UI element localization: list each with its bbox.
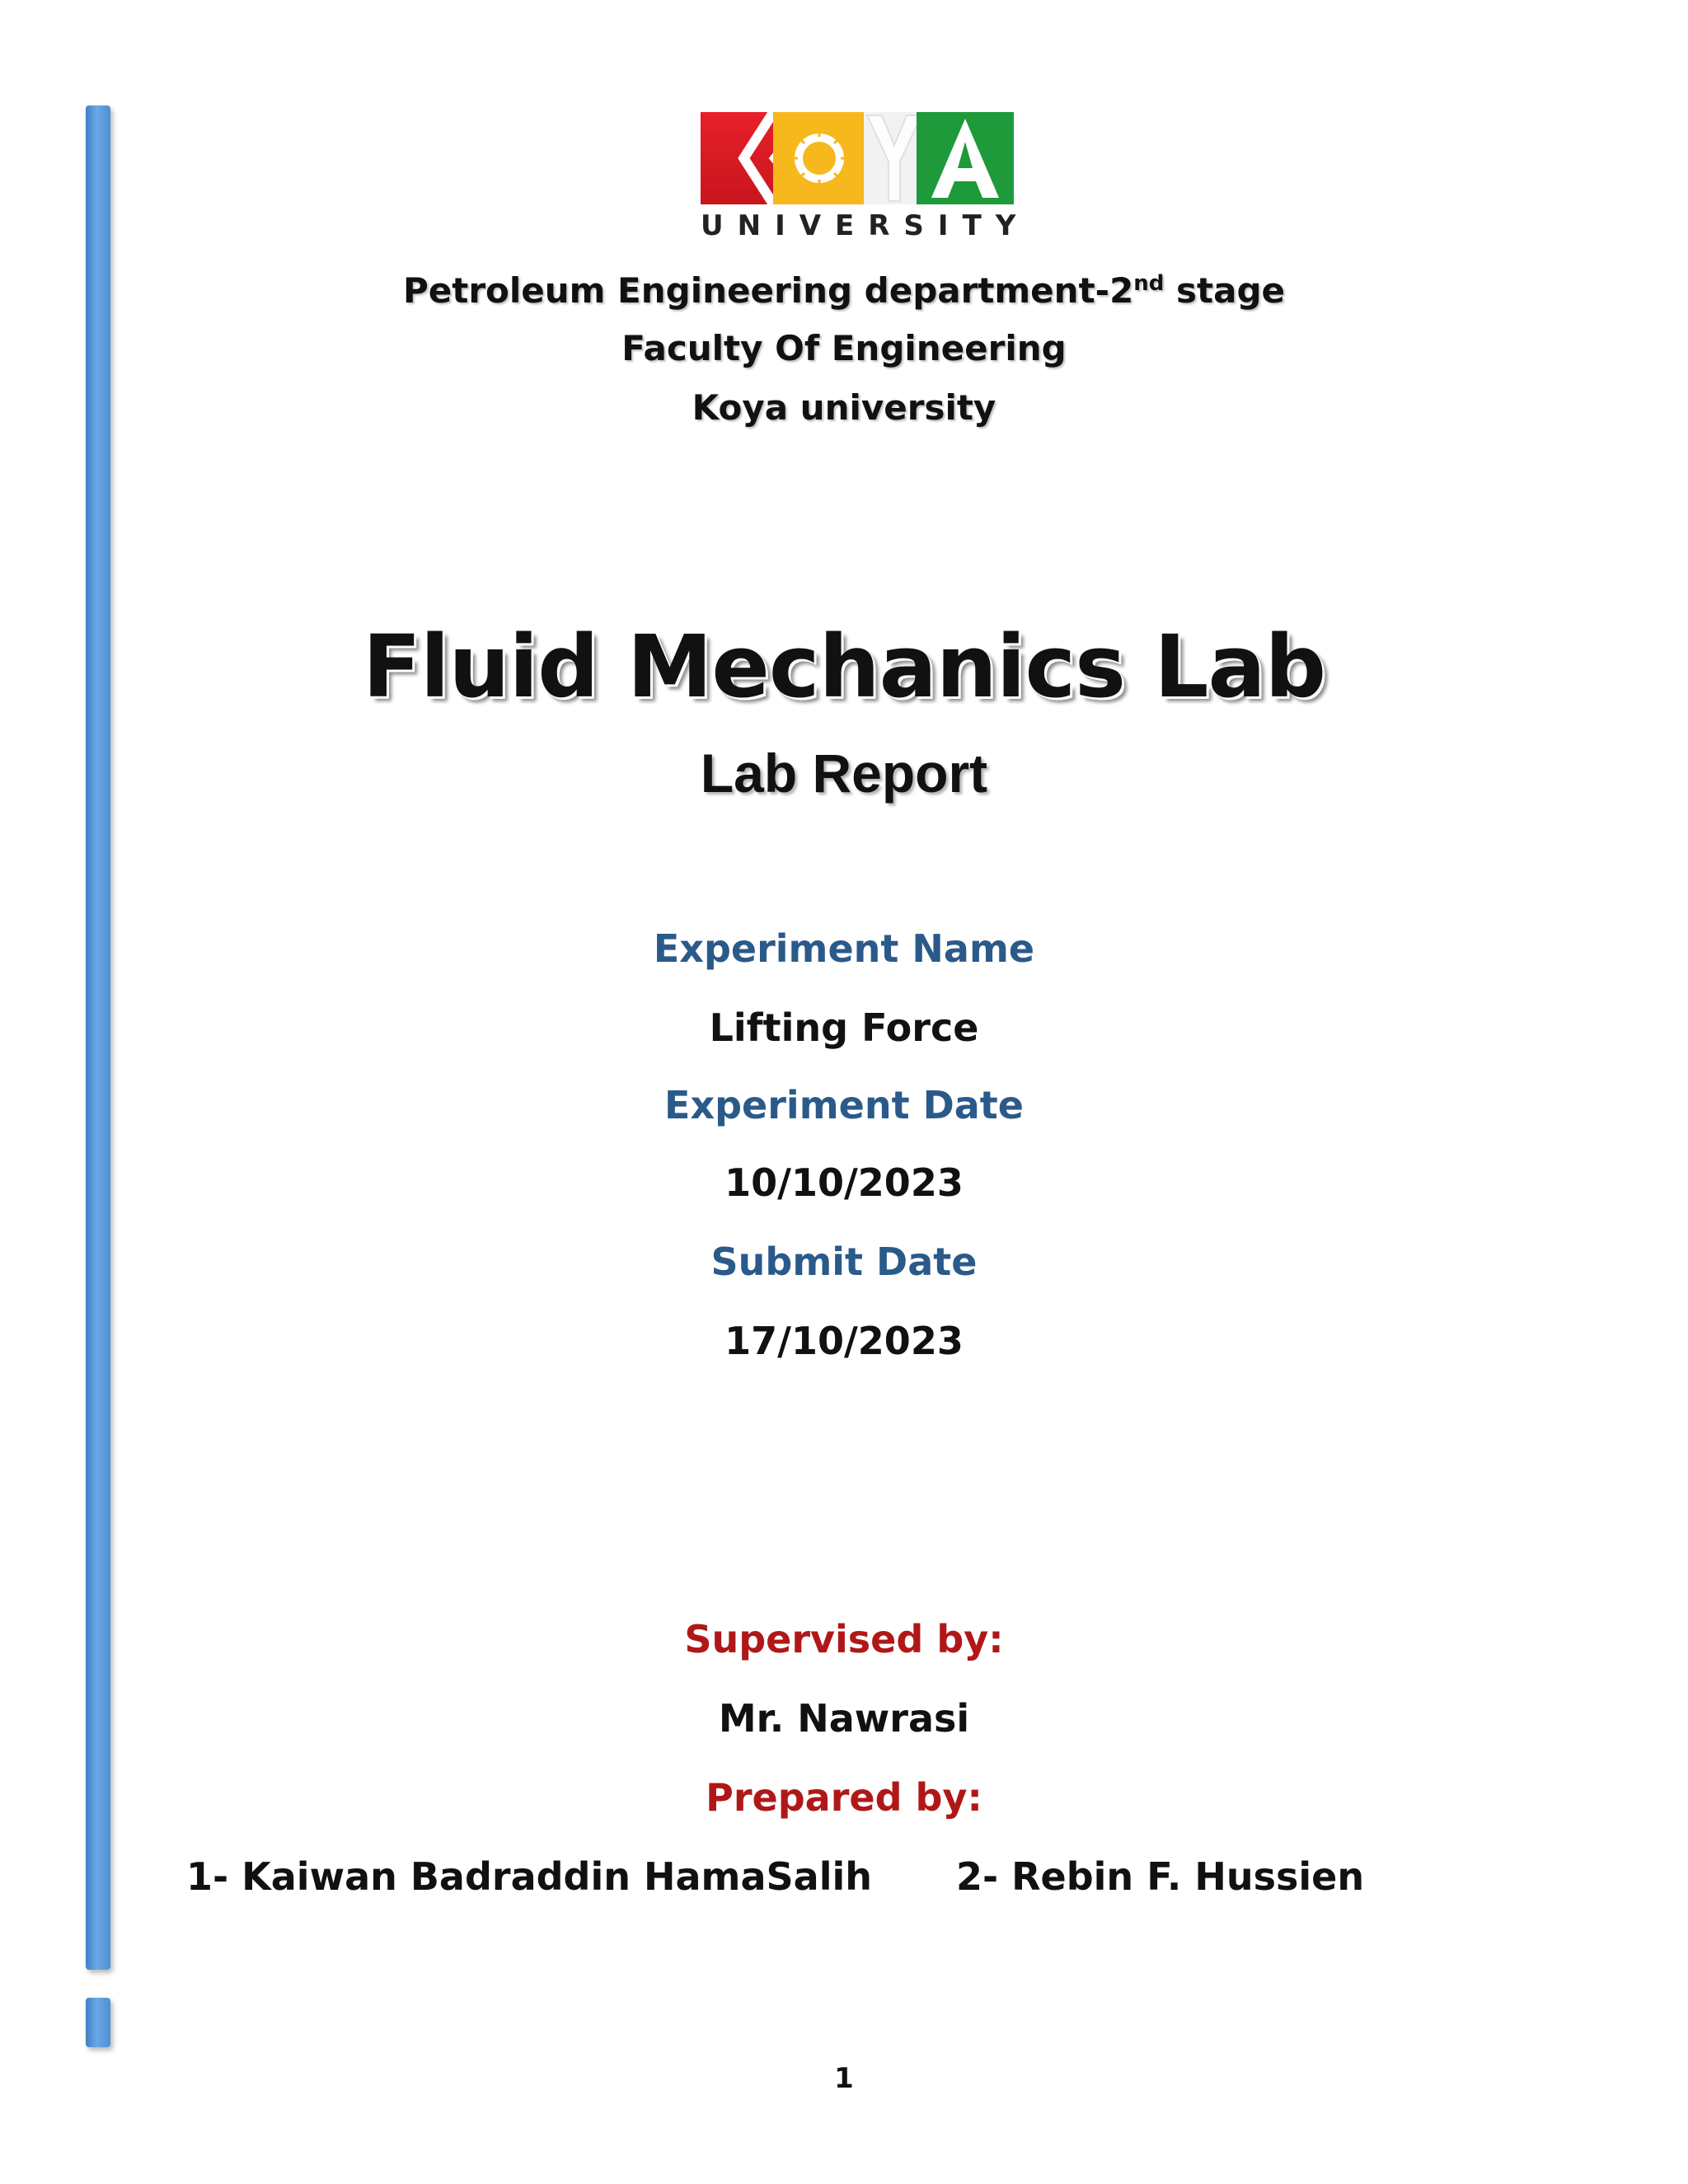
logo-letter-y [864, 112, 925, 204]
supervisor-name: Mr. Nawrasi [718, 1696, 970, 1741]
experiment-name-label: Experiment Name [653, 926, 1035, 971]
supervised-by-label: Supervised by: [684, 1617, 1004, 1661]
report-title: Fluid Mechanics Lab [362, 616, 1326, 717]
faculty-line: Faculty Of Engineering [621, 328, 1067, 368]
page-number: 1 [834, 2062, 854, 2095]
experiment-name-value: Lifting Force [709, 1005, 979, 1050]
department-text: Petroleum Engineering department-2 [402, 270, 1134, 311]
prepared-by-label: Prepared by: [706, 1775, 982, 1820]
department-line [0, 270, 1688, 311]
author-1: 1- Kaiwan Badraddin HamaSalih [186, 1854, 872, 1899]
author-2: 2- Rebin F. Hussien [956, 1854, 1365, 1899]
department-suffix: stage [1164, 270, 1286, 311]
logo-letter-a [917, 112, 1014, 204]
submit-date-label: Submit Date [710, 1240, 978, 1284]
report-subtitle: Lab Report [700, 743, 988, 804]
logo-university-text: UNIVERSITY [701, 209, 1030, 242]
submit-date-value: 17/10/2023 [724, 1319, 964, 1363]
left-decorative-bar-small [86, 1998, 110, 2047]
experiment-date-label: Experiment Date [664, 1083, 1024, 1127]
logo-letters [701, 112, 1014, 204]
university-line: Koya university [692, 387, 996, 428]
koya-university-logo [701, 112, 1030, 244]
department-superscript: nd [1133, 271, 1165, 296]
logo-sun-icon [773, 112, 865, 204]
experiment-date-value: 10/10/2023 [724, 1160, 964, 1205]
